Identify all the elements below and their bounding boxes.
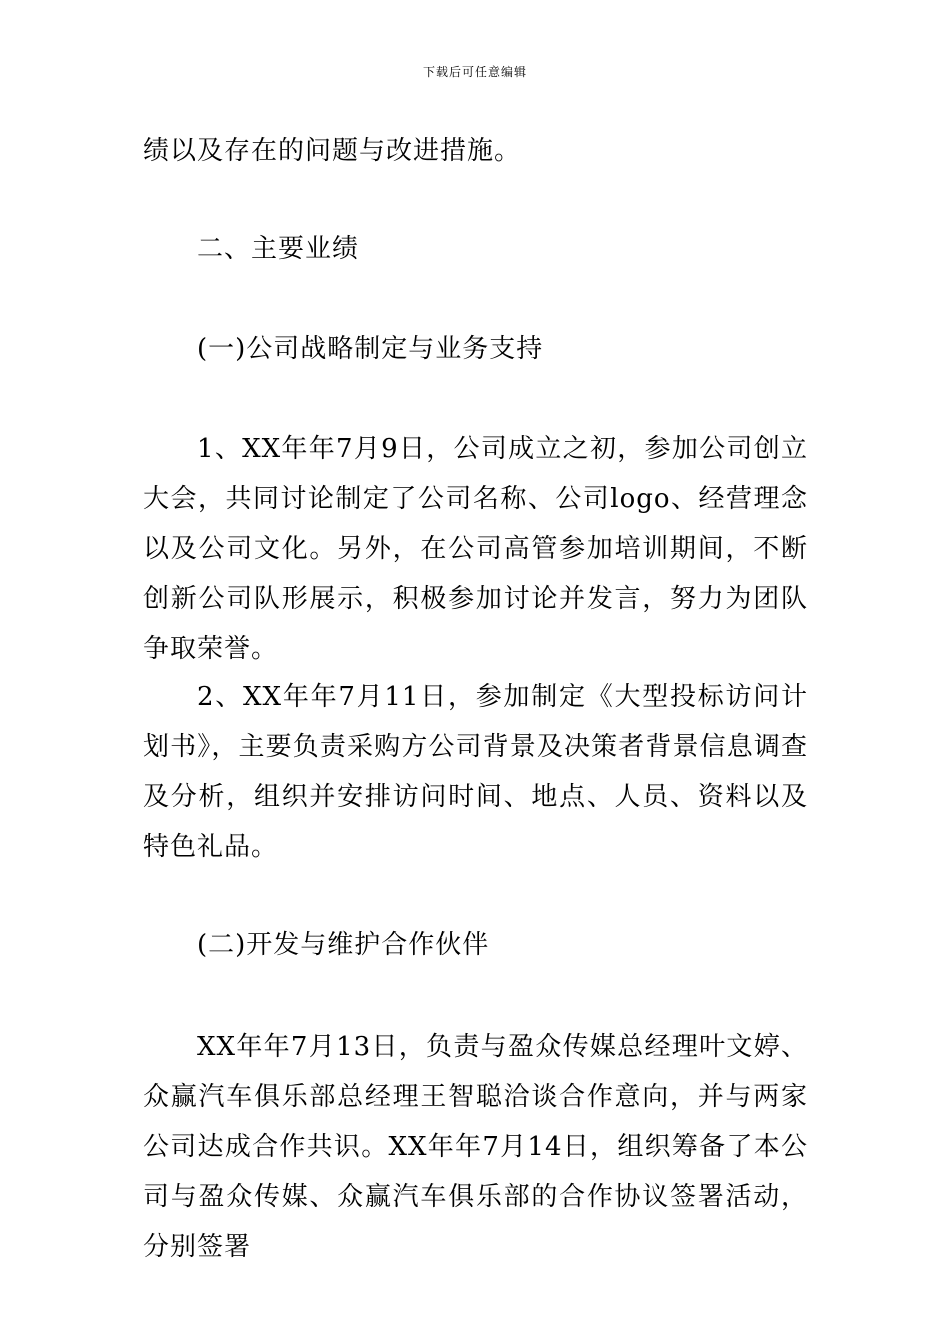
section-heading-main-achievements: 二、主要业绩	[197, 234, 360, 264]
paragraph-continuation: 绩以及存在的问题与改进措施。	[143, 136, 522, 166]
subsection-heading-partners: (二)开发与维护合作伙伴	[197, 930, 490, 960]
page-header: 下载后可任意编辑	[422, 65, 527, 79]
paragraph-item-2: 2、XX年年7月11日，参加制定《大型投标访问计划书》，主要负责采购方公司背景及决策者背景信息调查及分析，组织并安排访问时间、地点、人员、资料以及特色礼品。	[143, 682, 808, 862]
paragraph-partners: XX年年7月13日，负责与盈众传媒总经理叶文婷、众赢汽车俱乐部总经理王智聪洽谈合作意向，并与两家公司达成合作共识。XX年年7月14日，组织筹备了本公司与盈众传媒、众赢汽车俱乐部的合作协议签署活动，分别签署	[143, 1032, 808, 1262]
subsection-heading-strategy: (一)公司战略制定与业务支持	[197, 334, 544, 364]
paragraph-item-1: 1、XX年年7月9日，公司成立之初，参加公司创立大会，共同讨论制定了公司名称、公司logo、经营理念以及公司文化。另外，在公司高管参加培训期间，不断创新公司队形展示，积极参加讨论并发言，努力为团队争取荣誉。	[143, 434, 808, 664]
